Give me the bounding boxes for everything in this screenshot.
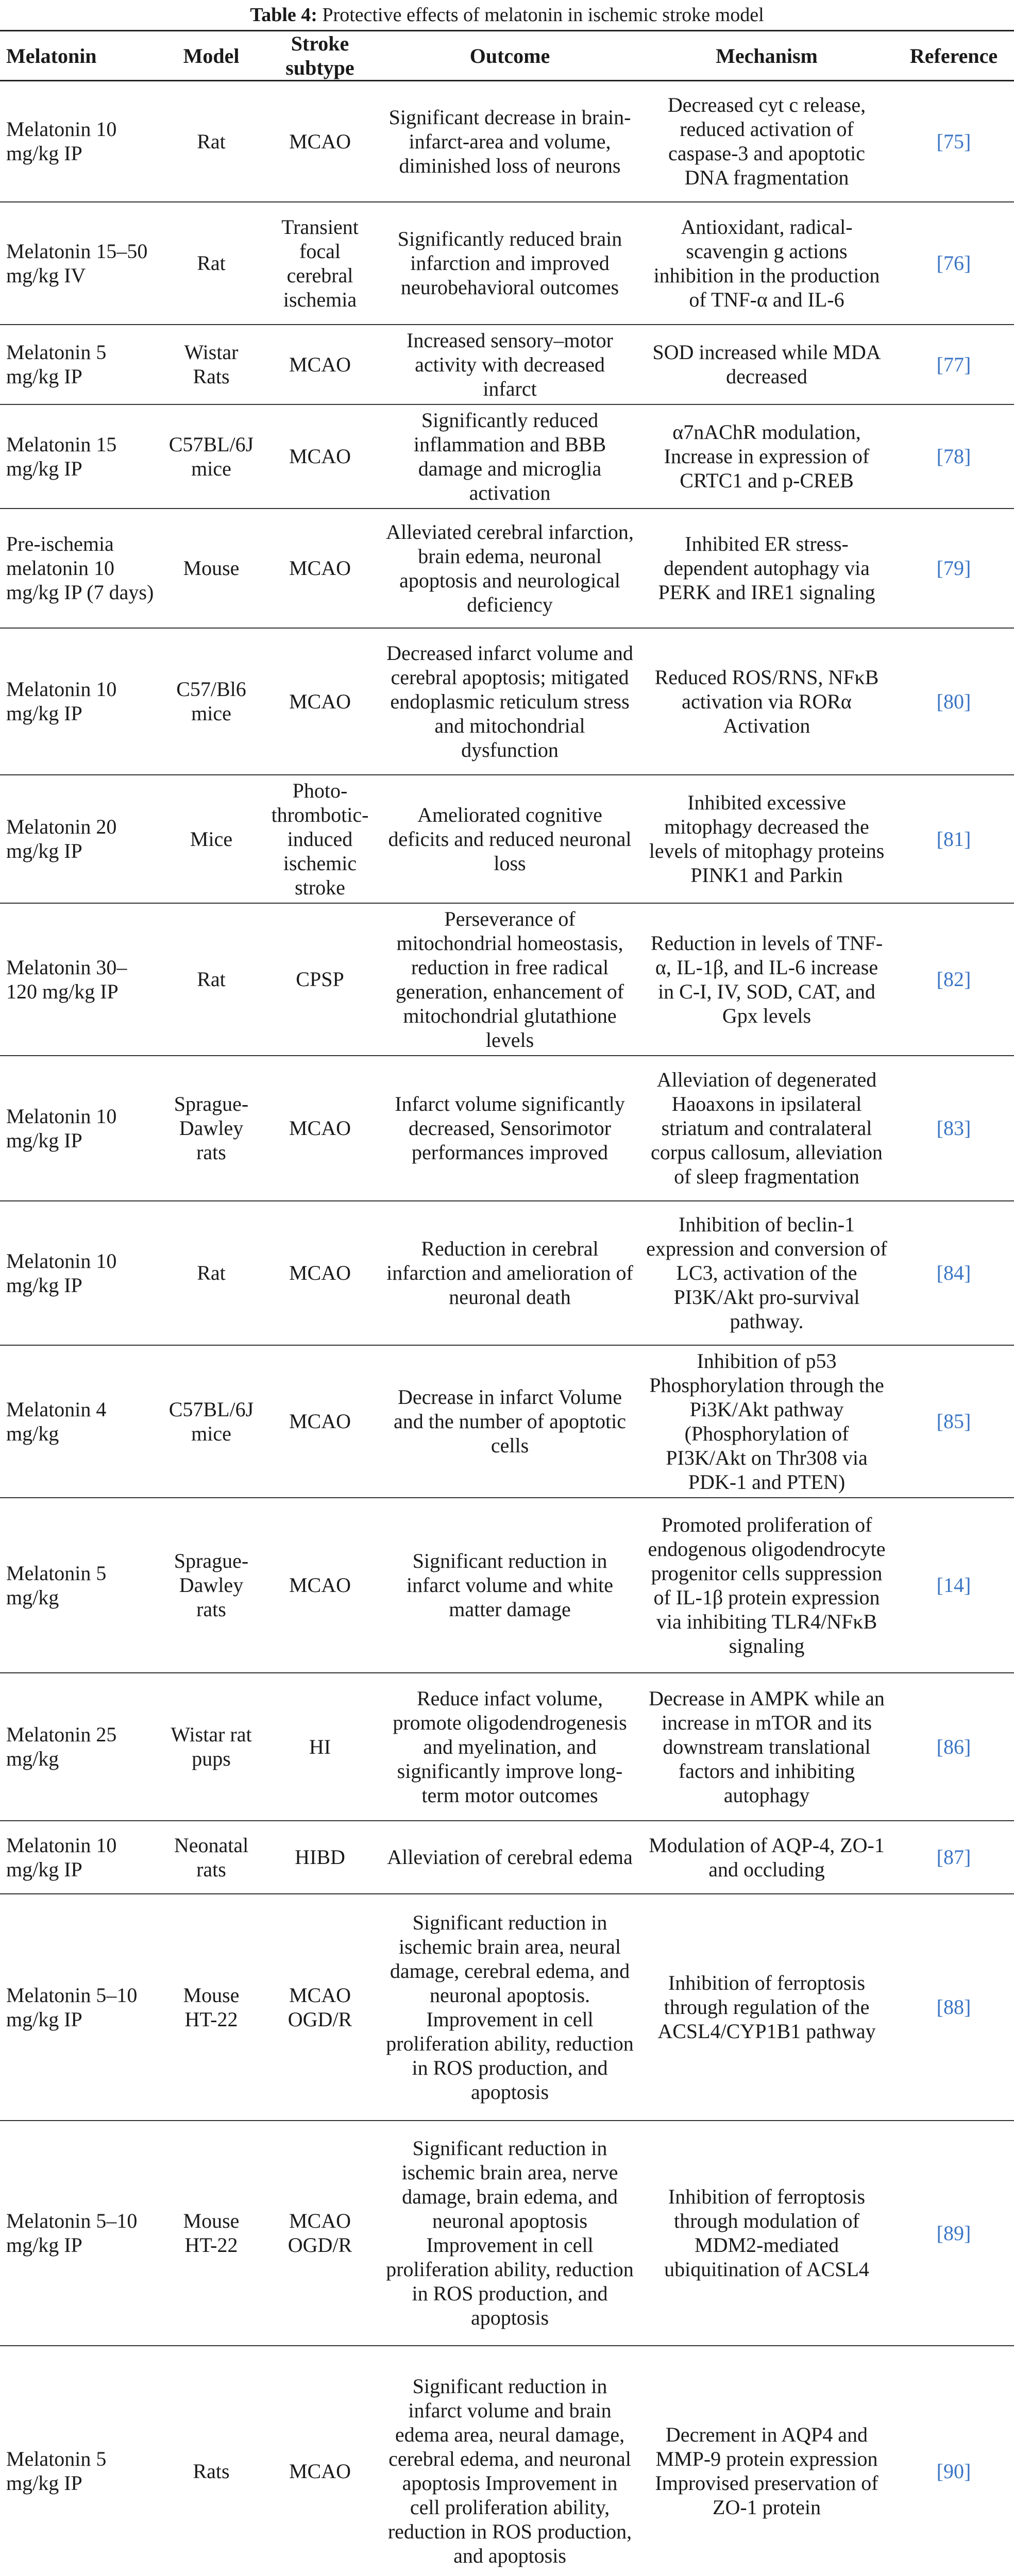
cell-stroke-subtype: MCAO OGD/R xyxy=(260,1894,380,2121)
table-row xyxy=(0,628,1014,775)
reference-link[interactable]: [83] xyxy=(936,1116,971,1140)
table-caption-text: Protective effects of melatonin in ischemic stroke model xyxy=(317,4,764,26)
cell-outcome: Decrease in infarct Volume and the number of apoptotic cells xyxy=(380,1345,640,1498)
table-row xyxy=(0,1821,1014,1894)
cell-model: Neonatal rats xyxy=(162,1821,260,1894)
cell-stroke-subtype: MCAO xyxy=(260,2346,380,2576)
cell-model: Mouse HT-22 xyxy=(162,1894,260,2121)
cell-outcome: Perseverance of mitochondrial homeostasis, reduction in free radical generation, enhancement of mitochondrial glutathione levels xyxy=(380,903,640,1056)
cell-mechanism: α7nAChR modulation, Increase in expression of CRTC1 and p-CREB xyxy=(640,404,893,509)
table-row xyxy=(0,1894,1014,2121)
reference-link[interactable]: [88] xyxy=(936,1995,971,2019)
cell-outcome: Significant reduction in ischemic brain area, neural damage, cerebral edema, and neuronal apoptosis. Improvement in cell proliferation ability, reduction in ROS production, and apoptosis xyxy=(380,1894,640,2121)
cell-model: Mice xyxy=(162,775,260,903)
cell-outcome: Significantly reduced brain infarction and improved neurobehavioral outcomes xyxy=(380,202,640,325)
cell-reference xyxy=(893,775,1014,903)
cell-mechanism: Antioxidant, radical-scavengin g actions inhibition in the production of TNF-α and IL-6 xyxy=(640,202,893,325)
cell-model: Rat xyxy=(162,202,260,325)
cell-model: Rats xyxy=(162,2346,260,2576)
cell-melatonin: Melatonin 10 mg/kg IP xyxy=(0,1201,162,1345)
cell-outcome: Reduce infact volume, promote oligodendrogenesis and myelination, and significantly improve long-term motor outcomes xyxy=(380,1673,640,1821)
cell-melatonin: Melatonin 15–50 mg/kg IV xyxy=(0,202,162,325)
cell-outcome: Alleviation of cerebral edema xyxy=(380,1821,640,1894)
table-row xyxy=(0,903,1014,1056)
cell-reference xyxy=(893,509,1014,628)
cell-stroke-subtype: MCAO xyxy=(260,404,380,509)
cell-mechanism: Inhibition of ferroptosis through modulation of MDM2-mediated ubiquitination of ACSL4 xyxy=(640,2121,893,2346)
table-row xyxy=(0,1673,1014,1821)
cell-melatonin: Melatonin 20 mg/kg IP xyxy=(0,775,162,903)
cell-outcome: Significant reduction in infarct volume and brain edema area, neural damage, cerebral edema, and neuronal apoptosis Improvement in cell proliferation ability, reduction in ROS production, and apoptosis xyxy=(380,2346,640,2576)
cell-model: Sprague-Dawley rats xyxy=(162,1056,260,1201)
cell-mechanism: SOD increased while MDA decreased xyxy=(640,325,893,404)
cell-reference xyxy=(893,1894,1014,2121)
table-body xyxy=(0,81,1014,2576)
melatonin-effects-table xyxy=(0,30,1014,2576)
table-row xyxy=(0,1056,1014,1201)
table-caption-label: Table 4: xyxy=(250,4,317,26)
cell-model: C57BL/6J mice xyxy=(162,1345,260,1498)
cell-melatonin: Melatonin 4 mg/kg xyxy=(0,1345,162,1498)
table-row xyxy=(0,81,1014,202)
cell-mechanism: Alleviation of degenerated Haoaxons in ipsilateral striatum and contralateral corpus callosum, alleviation of sleep fragmentation xyxy=(640,1056,893,1201)
cell-mechanism: Inhibited excessive mitophagy decreased the levels of mitophagy proteins PINK1 and Parkin xyxy=(640,775,893,903)
cell-melatonin: Melatonin 5–10 mg/kg IP xyxy=(0,2121,162,2346)
reference-link[interactable]: [14] xyxy=(936,1573,971,1597)
cell-outcome: Increased sensory–motor activity with decreased infarct xyxy=(380,325,640,404)
cell-outcome: Significantly reduced inflammation and BBB damage and microglia activation xyxy=(380,404,640,509)
column-header-melatonin: Melatonin xyxy=(0,31,162,81)
cell-stroke-subtype: MCAO OGD/R xyxy=(260,2121,380,2346)
cell-mechanism: Reduced ROS/RNS, NFκB activation via RORα Activation xyxy=(640,628,893,775)
cell-stroke-subtype: CPSP xyxy=(260,903,380,1056)
table-row xyxy=(0,775,1014,903)
cell-mechanism: Decrease in AMPK while an increase in mTOR and its downstream translational factors and inhibiting autophagy xyxy=(640,1673,893,1821)
cell-model: Rat xyxy=(162,81,260,202)
cell-stroke-subtype: MCAO xyxy=(260,1056,380,1201)
cell-outcome: Significant decrease in brain-infarct-area and volume, diminished loss of neurons xyxy=(380,81,640,202)
cell-reference xyxy=(893,1673,1014,1821)
cell-melatonin: Melatonin 25 mg/kg xyxy=(0,1673,162,1821)
cell-outcome: Infarct volume significantly decreased, Sensorimotor performances improved xyxy=(380,1056,640,1201)
cell-stroke-subtype: MCAO xyxy=(260,81,380,202)
cell-stroke-subtype: MCAO xyxy=(260,1498,380,1673)
table-row xyxy=(0,404,1014,509)
reference-link[interactable]: [75] xyxy=(936,129,971,153)
cell-model: C57/Bl6 mice xyxy=(162,628,260,775)
reference-link[interactable]: [87] xyxy=(936,1845,971,1869)
reference-link[interactable]: [82] xyxy=(936,968,971,991)
cell-stroke-subtype: HIBD xyxy=(260,1821,380,1894)
cell-melatonin: Melatonin 5 mg/kg IP xyxy=(0,325,162,404)
cell-reference xyxy=(893,903,1014,1056)
cell-model: Rat xyxy=(162,903,260,1056)
cell-reference xyxy=(893,2346,1014,2576)
cell-reference xyxy=(893,1498,1014,1673)
cell-model: Mouse HT-22 xyxy=(162,2121,260,2346)
cell-melatonin: Melatonin 5 mg/kg IP xyxy=(0,2346,162,2576)
cell-outcome: Significant reduction in infarct volume and white matter damage xyxy=(380,1498,640,1673)
cell-stroke-subtype: Transient focal cerebral ischemia xyxy=(260,202,380,325)
cell-stroke-subtype: MCAO xyxy=(260,628,380,775)
cell-mechanism: Promoted proliferation of endogenous oligodendrocyte progenitor cells suppression of IL-1β protein expression via inhibiting TLR4/NFκB signaling xyxy=(640,1498,893,1673)
table-row xyxy=(0,2121,1014,2346)
cell-outcome: Alleviated cerebral infarction, brain edema, neuronal apoptosis and neurological deficiency xyxy=(380,509,640,628)
cell-reference xyxy=(893,2121,1014,2346)
cell-outcome: Reduction in cerebral infarction and amelioration of neuronal death xyxy=(380,1201,640,1345)
table-row xyxy=(0,325,1014,404)
cell-reference xyxy=(893,1821,1014,1894)
column-header-model: Model xyxy=(162,31,260,81)
cell-stroke-subtype: MCAO xyxy=(260,509,380,628)
cell-melatonin: Melatonin 5–10 mg/kg IP xyxy=(0,1894,162,2121)
cell-reference xyxy=(893,325,1014,404)
table-row xyxy=(0,1201,1014,1345)
reference-link[interactable]: [90] xyxy=(936,2459,971,2483)
table-row xyxy=(0,2346,1014,2576)
cell-model: Mouse xyxy=(162,509,260,628)
reference-link[interactable]: [76] xyxy=(936,251,971,275)
cell-melatonin: Melatonin 30–120 mg/kg IP xyxy=(0,903,162,1056)
cell-melatonin: Pre-ischemia melatonin 10 mg/kg IP (7 days) xyxy=(0,509,162,628)
cell-mechanism: Reduction in levels of TNF-α, IL-1β, and IL-6 increase in C-I, IV, SOD, CAT, and Gpx levels xyxy=(640,903,893,1056)
cell-outcome: Ameliorated cognitive deficits and reduced neuronal loss xyxy=(380,775,640,903)
table-row xyxy=(0,202,1014,325)
reference-link[interactable]: [81] xyxy=(936,827,971,851)
cell-mechanism: Inhibited ER stress-dependent autophagy via PERK and IRE1 signaling xyxy=(640,509,893,628)
cell-reference xyxy=(893,1056,1014,1201)
reference-link[interactable]: [86] xyxy=(936,1735,971,1758)
cell-reference xyxy=(893,81,1014,202)
table-row xyxy=(0,509,1014,628)
cell-stroke-subtype: Photo-thrombotic-induced ischemic stroke xyxy=(260,775,380,903)
table-header-row xyxy=(0,31,1014,81)
cell-melatonin: Melatonin 10 mg/kg IP xyxy=(0,628,162,775)
cell-reference xyxy=(893,628,1014,775)
cell-stroke-subtype: MCAO xyxy=(260,1201,380,1345)
cell-reference xyxy=(893,404,1014,509)
cell-mechanism: Inhibition of beclin-1 expression and conversion of LC3, activation of the PI3K/Akt pro-survival pathway. xyxy=(640,1201,893,1345)
cell-stroke-subtype: MCAO xyxy=(260,1345,380,1498)
reference-link[interactable]: [85] xyxy=(936,1410,971,1433)
column-header-stroke-subtype: Stroke subtype xyxy=(260,31,380,81)
cell-mechanism: Modulation of AQP-4, ZO-1 and occluding xyxy=(640,1821,893,1894)
reference-link[interactable]: [84] xyxy=(936,1261,971,1284)
cell-model: Wistar Rats xyxy=(162,325,260,404)
cell-melatonin: Melatonin 5 mg/kg xyxy=(0,1498,162,1673)
reference-link[interactable]: [89] xyxy=(936,2221,971,2245)
cell-stroke-subtype: MCAO xyxy=(260,325,380,404)
cell-mechanism: Inhibition of p53 Phosphorylation through the Pi3K/Akt pathway (Phosphorylation of PI3K/Akt on Thr308 via PDK-1 and PTEN) xyxy=(640,1345,893,1498)
cell-outcome: Significant reduction in ischemic brain area, nerve damage, brain edema, and neuronal apoptosis Improvement in cell proliferation ability, reduction in ROS production, and apoptosis xyxy=(380,2121,640,2346)
cell-melatonin: Melatonin 10 mg/kg IP xyxy=(0,1821,162,1894)
cell-mechanism: Decrement in AQP4 and MMP-9 protein expression Improvised preservation of ZO-1 protein xyxy=(640,2346,893,2576)
cell-mechanism: Inhibition of ferroptosis through regulation of the ACSL4/CYP1B1 pathway xyxy=(640,1894,893,2121)
cell-melatonin: Melatonin 10 mg/kg IP xyxy=(0,81,162,202)
cell-melatonin: Melatonin 10 mg/kg IP xyxy=(0,1056,162,1201)
cell-model: C57BL/6J mice xyxy=(162,404,260,509)
cell-stroke-subtype: HI xyxy=(260,1673,380,1821)
cell-reference xyxy=(893,202,1014,325)
column-header-reference: Reference xyxy=(893,31,1014,81)
reference-link[interactable]: [80] xyxy=(936,689,971,713)
table-row xyxy=(0,1498,1014,1673)
cell-melatonin: Melatonin 15 mg/kg IP xyxy=(0,404,162,509)
reference-link[interactable]: [77] xyxy=(936,352,971,376)
table-caption xyxy=(0,0,1014,30)
cell-model: Sprague-Dawley rats xyxy=(162,1498,260,1673)
cell-model: Wistar rat pups xyxy=(162,1673,260,1821)
column-header-outcome: Outcome xyxy=(380,31,640,81)
cell-reference xyxy=(893,1345,1014,1498)
reference-link[interactable]: [78] xyxy=(936,445,971,468)
table-row xyxy=(0,1345,1014,1498)
cell-outcome: Decreased infarct volume and cerebral apoptosis; mitigated endoplasmic reticulum stress and mitochondrial dysfunction xyxy=(380,628,640,775)
cell-reference xyxy=(893,1201,1014,1345)
cell-mechanism: Decreased cyt c release, reduced activation of caspase-3 and apoptotic DNA fragmentation xyxy=(640,81,893,202)
column-header-mechanism: Mechanism xyxy=(640,31,893,81)
cell-model: Rat xyxy=(162,1201,260,1345)
reference-link[interactable]: [79] xyxy=(936,556,971,580)
